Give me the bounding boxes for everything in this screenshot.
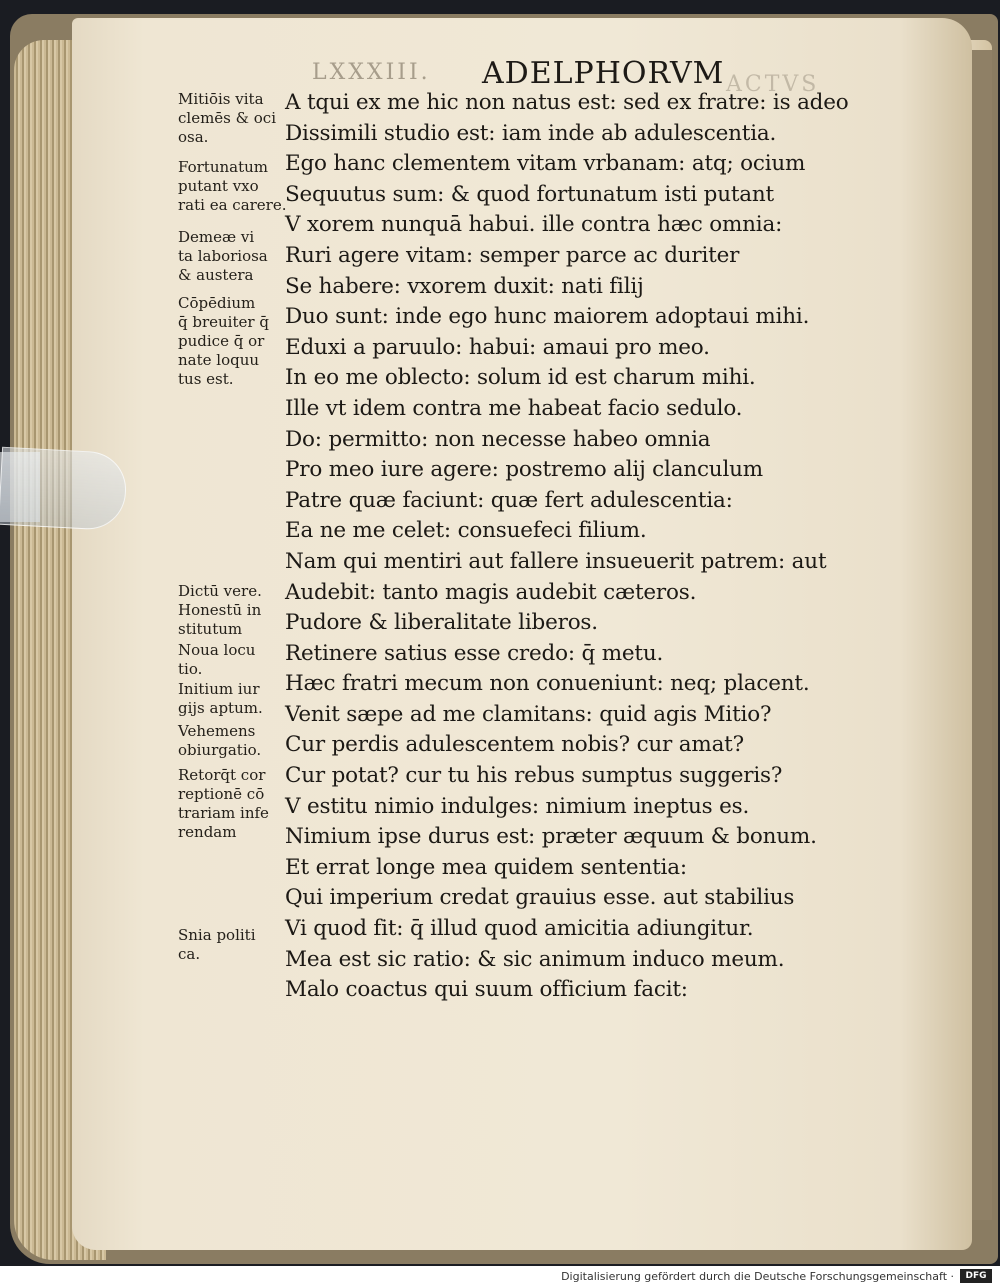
- verse-line: Hæc fratri mecum non conueniunt: neq; placent.: [285, 671, 810, 697]
- verse-line: A tqui ex me hic non natus est: sed ex fratre: is adeo: [285, 90, 849, 115]
- verse-line: Et errat longe mea quidem sententia:: [285, 854, 687, 880]
- verse-line: Se habere: vxorem duxit: nati filij: [285, 273, 644, 299]
- footer-credit: Digitalisierung gefördert durch die Deutsche Forschungsgemeinschaft ·: [561, 1270, 954, 1283]
- gloss-line: ta laboriosa: [178, 247, 268, 265]
- verse-line: Audebit: tanto magis audebit cæteros.: [285, 579, 697, 605]
- verse-line: Ea ne me celet: consuefeci filium.: [285, 518, 647, 544]
- verse-line: Cur perdis adulescentem nobis? cur amat?: [285, 732, 744, 758]
- gloss-line: pudice q̄ or: [178, 332, 265, 350]
- gloss-line: obiurgatio.: [178, 741, 262, 759]
- marginal-gloss: [178, 766, 290, 842]
- verse-line: Ruri agere vitam: semper parce ac duriter: [285, 242, 740, 268]
- verse-line: Cur potat? cur tu his rebus sumptus suggeris?: [285, 763, 783, 789]
- gloss-line: Initium iur: [178, 680, 260, 698]
- gloss-line: reptionē cō: [178, 785, 265, 803]
- gloss-line: stitutum: [178, 620, 243, 638]
- marginal-gloss: [178, 926, 290, 964]
- gloss-line: Honestū in: [178, 601, 262, 619]
- gloss-line: Cōpēdium: [178, 294, 256, 312]
- show-through-head: ACTVS: [726, 72, 820, 97]
- page-clip: [0, 447, 128, 531]
- gloss-line: osa.: [178, 128, 209, 146]
- gloss-line: clemēs & oci: [178, 109, 276, 127]
- verse-line: Ille vt idem contra me habeat facio sedulo.: [285, 395, 743, 421]
- gloss-line: ca.: [178, 945, 201, 963]
- marginal-gloss: [178, 680, 290, 718]
- gloss-line: Snia politi: [178, 926, 256, 944]
- gloss-line: Fortunatum: [178, 158, 268, 176]
- gloss-line: q̄ breuiter q̄: [178, 313, 269, 331]
- verse-line: Vi quod fit: q̄ illud quod amicitia adiungitur.: [285, 916, 754, 942]
- folio-number: LXXXIII.: [312, 60, 431, 85]
- marginal-gloss: [178, 722, 290, 760]
- verse-line: Malo coactus qui suum officium facit:: [285, 977, 688, 1003]
- verse-line: Eduxi a paruulo: habui: amaui pro meo.: [285, 334, 710, 360]
- gloss-line: Noua locu: [178, 641, 256, 659]
- marginal-gloss: [178, 158, 290, 215]
- gloss-line: putant vxo: [178, 177, 259, 195]
- verse-line: In eo me oblecto: solum id est charum mihi.: [285, 365, 756, 391]
- verse-line: Ego hanc clementem vitam vrbanam: atq; ocium: [285, 151, 806, 177]
- verse-line: Sequutus sum: & quod fortunatum isti putant: [285, 181, 774, 207]
- marginal-gloss: [178, 228, 290, 285]
- gloss-line: Mitiōis vita: [178, 90, 264, 108]
- gloss-line: rendam: [178, 823, 237, 841]
- gloss-line: tio.: [178, 660, 203, 678]
- dfg-logo: DFG: [960, 1269, 992, 1283]
- gloss-line: Vehemens: [178, 722, 256, 740]
- verse-line: Pudore & liberalitate liberos.: [285, 610, 598, 636]
- verse-line: Qui imperium credat grauius esse. aut stabilius: [285, 885, 795, 911]
- verse-block: [285, 88, 925, 1006]
- gloss-line: gijs aptum.: [178, 699, 263, 717]
- verse-line: Dissimili studio est: iam inde ab adulescentia.: [285, 120, 777, 146]
- verse-line: Pro meo iure agere: postremo alij clanculum: [285, 457, 763, 483]
- gloss-line: & austera: [178, 266, 254, 284]
- running-head: ADELPHORVM: [482, 56, 725, 91]
- gloss-line: trariam infe: [178, 804, 269, 822]
- verse-line: Mea est sic ratio: & sic animum induco meum.: [285, 946, 785, 972]
- verse-line: Duo sunt: inde ego hunc maiorem adoptaui mihi.: [285, 304, 810, 330]
- verse-line: Nimium ipse durus est: præter æquum & bonum.: [285, 824, 817, 850]
- verse-line: Retinere satius esse credo: q̄ metu.: [285, 640, 664, 666]
- gloss-line: nate loquu: [178, 351, 260, 369]
- marginal-gloss: [178, 294, 290, 389]
- gloss-line: Retorq̄t cor: [178, 766, 266, 784]
- verse-line: Patre quæ faciunt: quæ fert adulescentia:: [285, 487, 733, 513]
- marginal-gloss: [178, 582, 290, 639]
- verse-line: Nam qui mentiri aut fallere insueuerit patrem: aut: [285, 548, 827, 574]
- verse-line: V xorem nunquā habui. ille contra hæc omnia:: [285, 212, 783, 238]
- verse-line: Do: permitto: non necesse habeo omnia: [285, 426, 711, 452]
- marginal-gloss: [178, 90, 290, 147]
- footer-bar: [0, 1266, 1000, 1286]
- gloss-line: tus est.: [178, 370, 234, 388]
- gloss-line: Dictū vere.: [178, 582, 262, 600]
- gloss-line: Demeæ vi: [178, 228, 255, 246]
- gloss-line: rati ea carere.: [178, 196, 287, 214]
- verse-line: V estitu nimio indulges: nimium ineptus es.: [285, 793, 750, 819]
- marginal-gloss: [178, 641, 290, 679]
- verse-line: Venit sæpe ad me clamitans: quid agis Mitio?: [285, 701, 772, 727]
